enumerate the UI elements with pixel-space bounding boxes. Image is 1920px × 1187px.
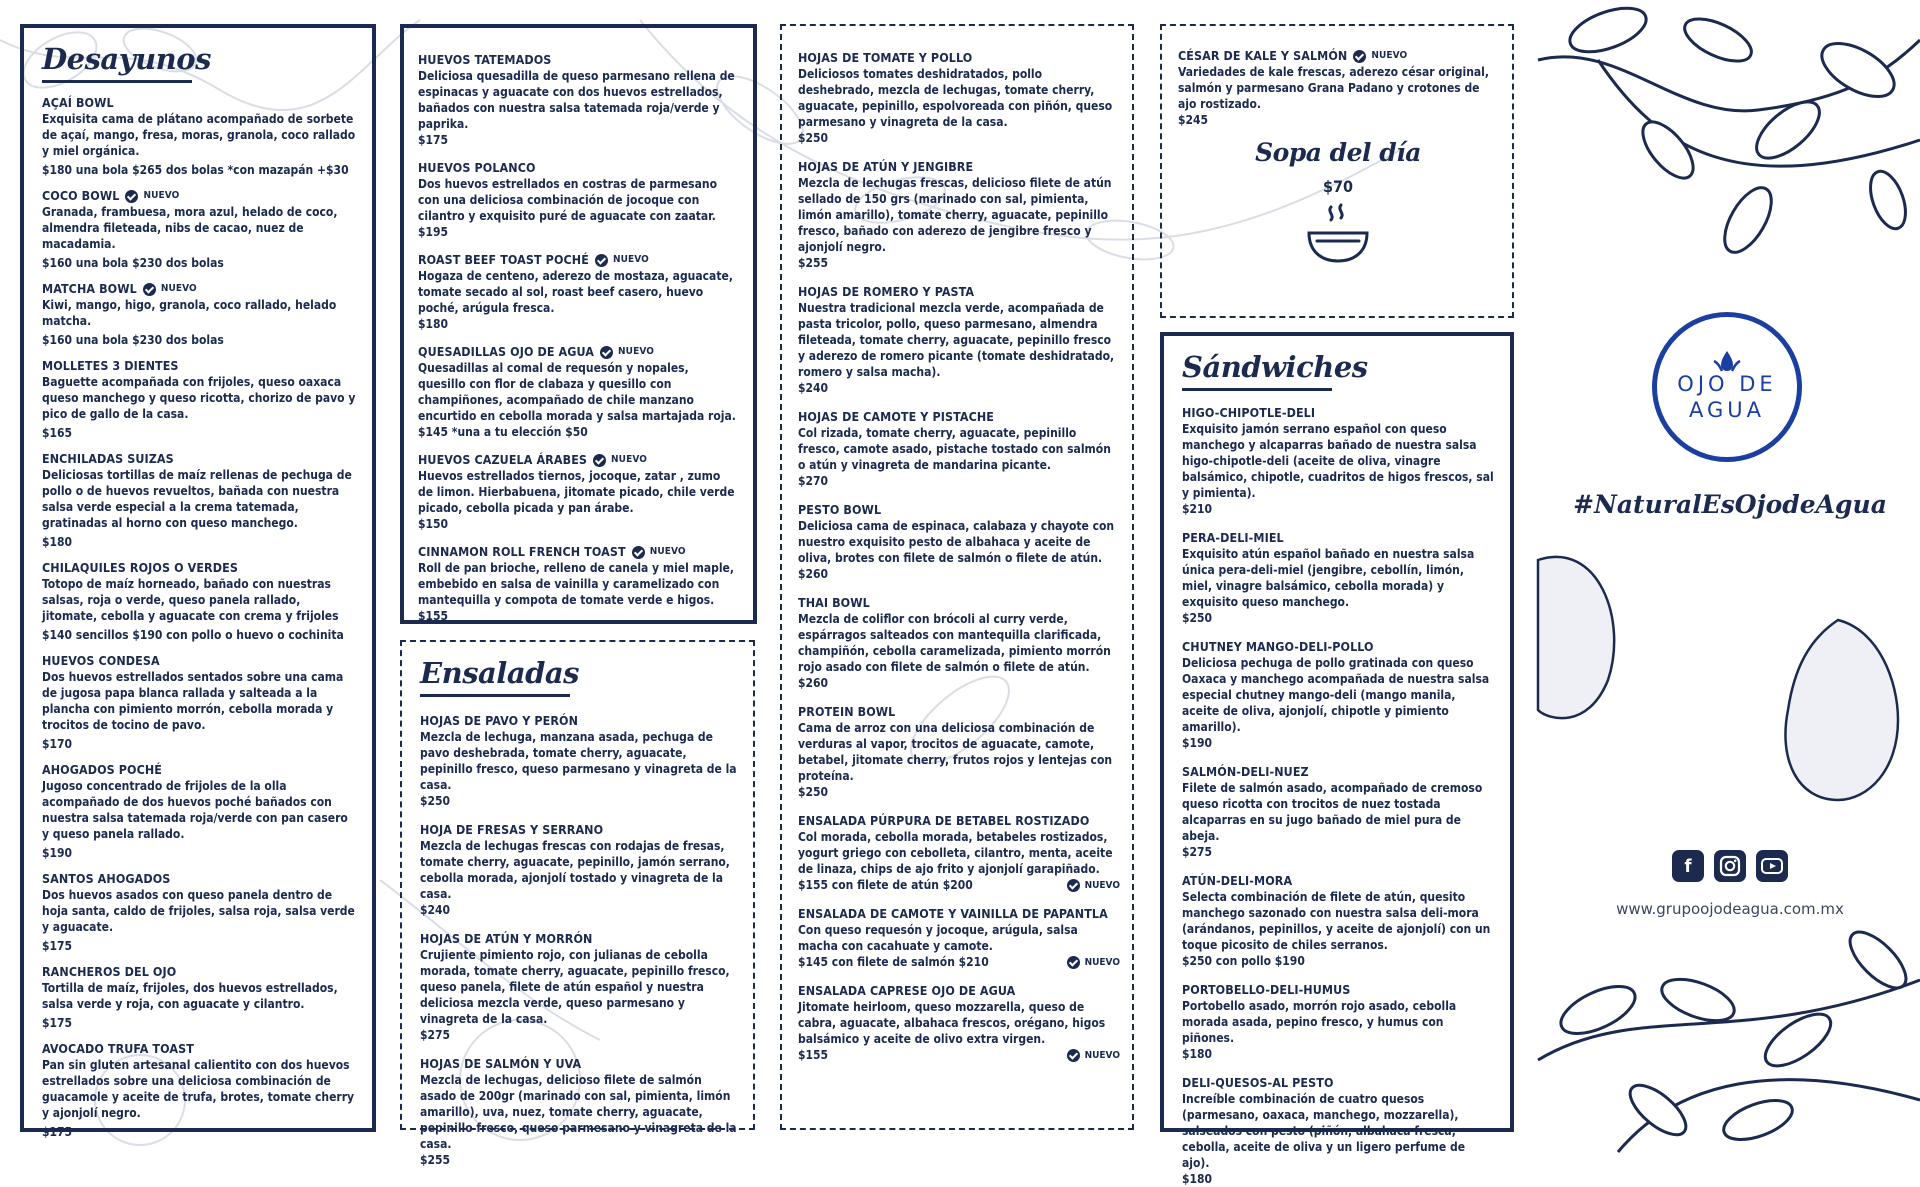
item-price: $250 con pollo $190 — [1182, 954, 1305, 968]
item-description: Granada, frambuesa, mora azul, helado de coco, almendra fileteada, nibs de cacao, nuez de macadamia. — [42, 205, 338, 251]
item-name-row — [42, 95, 358, 111]
item-description: Nuestra tradicional mezcla verde, acompañada de pasta tricolor, pollo, queso parmesano, almendra fileteada, tomate cherry, aguacate, pepinillo fresco y aderezo de romero picante (tomate deshidratado, romero y salsa macha). — [798, 301, 1115, 379]
item-name-row — [798, 409, 1120, 425]
item-name: AVOCADO TRUFA TOAST — [42, 1041, 194, 1056]
sandwiches-list — [1182, 405, 1496, 1187]
item-description: Tortilla de maíz, frijoles, dos huevos estrellados, salsa verde y roja, con aguacate y cilantro. — [42, 981, 338, 1011]
youtube-icon[interactable] — [1756, 850, 1788, 882]
menu-item — [798, 906, 1120, 970]
item-name: PESTO BOWL — [798, 502, 882, 517]
menu-item — [42, 560, 358, 643]
item-price: $250 — [798, 131, 829, 145]
new-badge — [600, 344, 654, 360]
item-name-row — [418, 344, 739, 360]
menu-item — [1182, 530, 1496, 626]
item-description: Jugoso concentrado de frijoles de la olla acompañado de dos huevos poché bañados con nuestra salsa tatemada roja/verde con pan casero y queso panela rallado. — [42, 779, 348, 841]
check-icon — [1067, 1049, 1080, 1062]
item-description: Dos huevos estrellados en costras de parmesano con una deliciosa combinación de jocoque con cilantro y exquisito puré de aguacate con zaatar. — [418, 177, 717, 223]
item-name-row — [42, 653, 358, 669]
new-badge — [595, 252, 649, 268]
item-price: $175 — [42, 939, 73, 953]
check-icon — [1353, 50, 1366, 63]
item-price: $180 — [1182, 1172, 1213, 1186]
title-underline — [1182, 388, 1332, 391]
item-name: HUEVOS TATEMADOS — [418, 52, 552, 67]
item-name: MOLLETES 3 DIENTES — [42, 358, 179, 373]
item-price: $245 — [1178, 113, 1209, 127]
item-name: CÉSAR DE KALE Y SALMÓN — [1178, 48, 1348, 63]
item-name-row — [418, 544, 739, 560]
item-description: Variedades de kale frescas, aderezo césar original, salmón y parmesano Grana Padano y crotones de ajo rostizado. — [1178, 65, 1489, 111]
new-badge — [1067, 879, 1120, 892]
item-name: AHOGADOS POCHÉ — [42, 762, 163, 777]
ojo-de-agua-logo — [1652, 312, 1802, 462]
water-drop-icon — [1710, 351, 1744, 373]
item-name: CHUTNEY MANGO-DELI-POLLO — [1182, 639, 1374, 654]
item-price: $140 sencillos $190 con pollo o huevo o cochinita — [42, 628, 344, 642]
item-name-row — [42, 188, 358, 204]
item-price: $240 — [798, 381, 829, 395]
item-name: HOJAS DE PAVO Y PERÓN — [420, 713, 579, 728]
item-price: $150 — [418, 517, 449, 531]
badge-label: NUEVO — [1084, 956, 1120, 968]
item-description: Dos huevos estrellados sentados sobre una cama de jugosa papa blanca rallada y salteada a la plancha con pimiento morrón, cebolla morada y trocitos de tocino de pavo. — [42, 670, 344, 732]
item-description: Deliciosos tomates deshidratados, pollo deshebrado, mezcla de lechugas, tomate cherry, aguacate, pepinillo, espolvoreada con piñón, queso parmesano y vinagreta de la casa. — [798, 67, 1113, 129]
item-name: PERA-DELI-MIEL — [1182, 530, 1284, 545]
item-name-row — [1182, 873, 1496, 889]
menu-item — [798, 502, 1120, 582]
title-underline — [420, 694, 570, 697]
item-price: $250 — [420, 794, 451, 808]
badge-label: NUEVO — [1084, 1049, 1120, 1061]
menu-item — [418, 544, 739, 624]
menu-item — [798, 284, 1120, 396]
price-row — [798, 877, 1120, 893]
item-description: Deliciosas tortillas de maíz rellenas de pechuga de pollo o de huevos revueltos, bañada con nuestra salsa verde especial a la crema tatemada, gratinadas al horno con queso manchego. — [42, 468, 352, 530]
facebook-icon[interactable]: f — [1672, 850, 1704, 882]
item-description: Increíble combinación de cuatro quesos (parmesano, oaxaca, manchego, mozzarella), salseados con pesto (piñón, albahaca fresca, cebolla, aceite de oliva y un ligero perfume de ajo). — [1182, 1092, 1466, 1170]
badge-label: NUEVO — [143, 190, 180, 201]
item-description: Exquisito atún español bañado en nuestra salsa única pera-deli-miel (jengibre, cebollín, limón, miel, vinagre balsámico, cebolla morada) y exquisito queso manchego. — [1182, 547, 1475, 609]
menu-item — [798, 813, 1120, 893]
item-price: $275 — [420, 1028, 451, 1042]
item-price: $240 — [420, 903, 451, 917]
item-description: Mezcla de coliflor con brócoli al curry verde, espárragos salteados con mantequilla clarificada, champiñón, cebolla caramelizada, pimiento morrón rojo asado con filete de salmón o filete de atún. — [798, 612, 1111, 674]
item-description: Exquisita cama de plátano acompañado de sorbete de açaí, mango, fresa, moras, granola, coco rallado y miel orgánica. — [42, 112, 356, 158]
item-name: ENCHILADAS SUIZAS — [42, 451, 174, 466]
menu-item — [798, 983, 1120, 1063]
item-name-row — [420, 822, 739, 838]
item-price: $155 — [418, 609, 449, 623]
item-name-row — [42, 451, 358, 467]
menu-item — [42, 95, 358, 178]
item-name-row — [798, 50, 1120, 66]
item-name-row — [798, 284, 1120, 300]
item-name: HOJAS DE SALMÓN Y UVA — [420, 1056, 582, 1071]
check-icon — [632, 546, 645, 559]
menu-item — [420, 822, 739, 918]
item-name-row — [418, 452, 739, 468]
item-name: HUEVOS CONDESA — [42, 653, 160, 668]
item-name-row — [1182, 1075, 1496, 1091]
item-name-row — [418, 52, 739, 68]
badge-label: NUEVO — [612, 254, 649, 265]
item-price: $195 — [418, 225, 449, 239]
menu-item — [42, 451, 358, 550]
item-price: $160 una bola $230 dos bolas — [42, 256, 224, 270]
item-description: Pan sin gluten artesanal calientito con dos huevos estrellados sobre una deliciosa combinación de guacamole y aceite de trufa, brotes, tomate cherry y ajonjolí negro. — [42, 1058, 355, 1120]
price-row — [798, 954, 1120, 970]
item-description: Huevos estrellados tiernos, jocoque, zatar , zumo de limon. Hierbabuena, jitomate picado, chile verde picado, cebolla picada y pan árabe. — [418, 469, 735, 515]
item-name-row — [42, 560, 358, 576]
item-price: $180 — [42, 535, 73, 549]
item-name: HOJA DE FRESAS Y SERRANO — [420, 822, 604, 837]
item-price: $260 — [798, 676, 829, 690]
item-description: Con queso requesón y jocoque, arúgula, salsa macha con cacahuate y camote. — [798, 923, 1078, 953]
item-name-row — [798, 159, 1120, 175]
item-price: $170 — [42, 737, 73, 751]
item-price: $145 con filete de salmón $210 — [798, 955, 989, 969]
sopa-price: $70 — [1322, 177, 1354, 196]
menu-item — [418, 344, 739, 440]
item-price: $190 — [42, 846, 73, 860]
item-name-row — [420, 713, 739, 729]
section-title-ensaladas: Ensaladas — [420, 656, 580, 690]
item-name-row — [418, 160, 739, 176]
item-description: Exquisito jamón serrano español con queso manchego y alcaparras bañado de nuestra salsa higo-chipotle-deli (aceite de oliva, vinagre balsámico, chipotle, cuadritos de higos frescos, sal y pimienta). — [1182, 422, 1494, 500]
item-description: Totopo de maíz horneado, bañado con nuestras salsas, roja o verde, queso panela rallado, jitomate, cebolla y aguacate con crema y frijoles — [42, 577, 339, 623]
menu-item — [418, 452, 739, 532]
hojas-list — [798, 50, 1120, 1063]
item-description: Col morada, cebolla morada, betabeles rostizados, yogurt griego con cebolleta, cilantro, menta, aceite de linaza, chips de ajo frito y ajonjolí garapiñado. — [798, 830, 1113, 876]
menu-item — [42, 762, 358, 861]
item-name-row — [42, 762, 358, 778]
item-description: Portobello asado, morrón rojo asado, cebolla morada asada, pepino fresco, y humus con piñones. — [1182, 999, 1457, 1045]
item-price: $180 — [1182, 1047, 1213, 1061]
item-price: $155 — [798, 1048, 829, 1062]
cesar-sopa-panel — [1160, 24, 1514, 318]
social-links — [1672, 850, 1788, 882]
item-name-row — [798, 906, 1120, 922]
item-price: $250 — [798, 785, 829, 799]
item-price: $190 — [1182, 736, 1213, 750]
menu-item — [1182, 639, 1496, 751]
item-name: ENSALADA DE CAMOTE Y VAINILLA DE PAPANTLA — [798, 906, 1108, 921]
item-name: QUESADILLAS OJO DE AGUA — [418, 344, 595, 359]
item-name-row — [420, 1056, 739, 1072]
desayunos-title-wrap — [42, 42, 358, 83]
item-name-row — [798, 983, 1120, 999]
price-row — [798, 1047, 1120, 1063]
hojas-panel — [780, 24, 1134, 1130]
item-name-row — [42, 281, 358, 297]
item-price: $260 — [798, 567, 829, 581]
new-badge — [593, 452, 647, 468]
item-price: $275 — [1182, 845, 1213, 859]
botanical-illustration — [1538, 0, 1920, 1152]
item-name-row — [798, 502, 1120, 518]
item-description: Deliciosa quesadilla de queso parmesano rellena de espinacas y aguacate con dos huevos estrellados, bañados con nuestra salsa tatemada roja/verde y paprika. — [418, 69, 735, 131]
item-name-row — [1182, 405, 1496, 421]
section-title-sandwiches: Sándwiches — [1182, 350, 1368, 384]
item-name-row — [1182, 764, 1496, 780]
menu-item-cesar — [1178, 48, 1498, 128]
sandwiches-panel — [1160, 332, 1514, 1186]
item-description: Hogaza de centeno, aderezo de mostaza, aguacate, tomate secado al sol, roast beef casero, huevo poché, arúgula fresca. — [418, 269, 733, 315]
item-price: $180 — [418, 317, 449, 331]
ensaladas-title-wrap — [420, 656, 739, 697]
item-name: THAI BOWL — [798, 595, 870, 610]
new-badge — [125, 188, 179, 204]
item-name: HOJAS DE ROMERO Y PASTA — [798, 284, 975, 299]
item-name: HOJAS DE CAMOTE Y PISTACHE — [798, 409, 994, 424]
ensaladas-panel — [400, 640, 755, 1167]
item-description: Quesadillas al comal de requesón y nopales, quesillo con flor de clabaza y quesillo con champiñones, acompañado de chile manzano encurtido en cebolla morada y salsa martajada roja. — [418, 361, 736, 423]
item-name: AÇAÍ BOWL — [42, 95, 114, 110]
item-name: PROTEIN BOWL — [798, 704, 896, 719]
logo-word: DE — [1739, 372, 1777, 396]
ensaladas-list — [420, 713, 739, 1168]
badge-label: NUEVO — [618, 346, 654, 357]
check-icon — [1067, 956, 1080, 969]
item-name-row — [42, 871, 358, 887]
menu-item — [418, 252, 739, 332]
title-underline — [42, 80, 192, 83]
menu-item — [42, 188, 358, 271]
new-badge — [1067, 956, 1120, 969]
item-name: CINNAMON ROLL FRENCH TOAST — [418, 544, 626, 559]
logo-text — [1677, 371, 1776, 423]
menu-item — [42, 653, 358, 752]
item-description: Mezcla de lechuga, manzana asada, pechuga de pavo deshebrada, tomate cherry, aguacate, pepinillo fresco, queso parmesano y vinagreta de la casa. — [420, 730, 737, 792]
item-price: $175 — [42, 1125, 73, 1139]
item-description: Kiwi, mango, higo, granola, coco rallado, helado matcha. — [42, 298, 337, 328]
check-icon — [125, 190, 138, 203]
sandwiches-title-wrap — [1182, 350, 1496, 391]
huevos-panel — [400, 24, 757, 624]
item-description: Mezcla de lechugas frescas, delicioso filete de atún sellado de 150 grs (marinado con sal, pimienta, limón amarillo), tomate cherry, aguacate, pepinillo fresco, bañado con aderezo de jengibre fresco y ajonjolí negro. — [798, 176, 1112, 254]
item-name: HOJAS DE ATÚN Y JENGIBRE — [798, 159, 974, 174]
desayunos-list — [42, 95, 358, 1140]
item-price: $250 — [1182, 611, 1213, 625]
item-description: Cama de arroz con una deliciosa combinación de verduras al vapor, trocitos de aguacate, camote, betabel, jitomate cherry, frutos rojos y lentejas con proteína. — [798, 721, 1113, 783]
item-name-row — [418, 252, 739, 268]
badge-label: NUEVO — [1084, 879, 1120, 891]
menu-item — [42, 964, 358, 1031]
item-name-row — [1178, 48, 1498, 64]
desayunos-panel — [20, 24, 376, 1139]
badge-label: NUEVO — [611, 454, 647, 465]
item-name: HOJAS DE TOMATE Y POLLO — [798, 50, 973, 65]
item-description: Mezcla de lechugas frescas con rodajas de fresas, tomate cherry, aguacate, pepinillo, jamón serrano, cebolla morada, ajonjolí tostado y vinagreta de la casa. — [420, 839, 730, 901]
new-badge — [632, 544, 686, 560]
check-icon — [593, 454, 606, 467]
sopa-block — [1178, 138, 1498, 275]
item-name: ENSALADA CAPRESE OJO DE AGUA — [798, 983, 1016, 998]
item-description: Baguette acompañada con frijoles, queso oaxaca queso manchego y queso ricotta, chorizo de pavo y pico de gallo de la casa. — [42, 375, 356, 421]
menu-item — [798, 159, 1120, 271]
item-name-row — [42, 964, 358, 980]
instagram-icon[interactable] — [1714, 850, 1746, 882]
item-price: $155 con filete de atún $200 — [798, 878, 973, 892]
menu-item — [1182, 982, 1496, 1062]
item-price: $160 una bola $230 dos bolas — [42, 333, 224, 347]
item-name: ENSALADA PÚRPURA DE BETABEL ROSTIZADO — [798, 813, 1090, 828]
check-icon — [595, 254, 608, 267]
logo-word: OJO — [1677, 372, 1729, 396]
item-name: CHILAQUILES ROJOS O VERDES — [42, 560, 238, 575]
menu-item — [1182, 764, 1496, 860]
item-description: Filete de salmón asado, acompañado de cremoso queso ricotta con trocitos de nuez tostada alcaparras en su jugo bañado de miel pura de abeja. — [1182, 781, 1483, 843]
item-description: Mezcla de lechugas, delicioso filete de salmón asado de 200gr (marinado con sal, pimienta, limón amarillo), uva, nuez, tomate cherry, aguacate, pepinillo fresco, queso parmesano y vinagreta de la casa. — [420, 1073, 737, 1151]
menu-item — [1182, 873, 1496, 969]
leaves-icon — [1538, 0, 1920, 1152]
menu-item — [420, 931, 739, 1043]
item-description: Crujiente pimiento rojo, con julianas de cebolla morada, tomate cherry, aguacate, pepinillo fresco, queso panela, filete de atún español y nuestra deliciosa mezcla verde, queso parmesano y vinagreta de la casa. — [420, 948, 730, 1026]
item-description: Deliciosa cama de espinaca, calabaza y chayote con nuestro exquisito pesto de albahaca y aceite de oliva, brotes con filete de salmón o filete de atún. — [798, 519, 1115, 565]
item-name: HUEVOS POLANCO — [418, 160, 536, 175]
item-name-row — [1182, 530, 1496, 546]
badge-label: NUEVO — [160, 283, 197, 294]
menu-item — [798, 595, 1120, 691]
item-description: Selecta combinación de filete de atún, quesito manchego sazonado con nuestra salsa deli-mora (arándanos, pepinillos, y aceite de ajonjolí) con un toque picosito de chiles serranos. — [1182, 890, 1491, 952]
item-name: ROAST BEEF TOAST POCHÉ — [418, 252, 589, 267]
item-name: COCO BOWL — [42, 188, 120, 203]
item-name: HOJAS DE ATÚN Y MORRÓN — [420, 931, 593, 946]
item-name-row — [798, 595, 1120, 611]
item-price: $255 — [420, 1153, 451, 1167]
menu-item — [1182, 405, 1496, 517]
menu-item — [42, 281, 358, 348]
menu-item — [420, 1056, 739, 1168]
menu-item — [42, 1041, 358, 1140]
item-name: SANTOS AHOGADOS — [42, 871, 171, 886]
new-badge — [1067, 1049, 1120, 1062]
item-price: $270 — [798, 474, 829, 488]
item-price: $255 — [798, 256, 829, 270]
section-title-sopa: Sopa del día — [1255, 138, 1421, 167]
huevos-list — [418, 52, 739, 624]
website-link[interactable]: www.grupoojodeagua.com.mx — [1580, 900, 1880, 918]
logo-word: AGUA — [1688, 398, 1765, 422]
menu-item — [420, 713, 739, 809]
item-name-row — [798, 813, 1120, 829]
item-name: HIGO-CHIPOTLE-DELI — [1182, 405, 1316, 420]
item-name: HUEVOS CAZUELA ÁRABES — [418, 452, 588, 467]
item-name: SALMÓN-DELI-NUEZ — [1182, 764, 1309, 779]
item-price: $145 *una a tu elección $50 — [418, 425, 588, 439]
check-icon — [600, 346, 613, 359]
item-name-row — [1182, 639, 1496, 655]
new-badge — [143, 281, 197, 297]
menu-item — [1182, 1075, 1496, 1187]
item-name: MATCHA BOWL — [42, 281, 137, 296]
item-description: Deliciosa pechuga de pollo gratinada con queso Oaxaca y manchego acompañada de nuestra salsa especial chutney mango-deli (mango manila, aceite de oliva, ajonjolí, chipotle y pimiento amarillo). — [1182, 656, 1490, 734]
menu-item — [42, 358, 358, 441]
item-description: Jitomate heirloom, queso mozzarella, queso de cabra, aguacate, albahaca frescos, orégano, higos balsámico y aceite de olivo extra virgen. — [798, 1000, 1106, 1046]
item-price: $210 — [1182, 502, 1213, 516]
badge-label: NUEVO — [1371, 50, 1408, 61]
item-name-row — [42, 1041, 358, 1057]
item-name-row — [1182, 982, 1496, 998]
item-description: Roll de pan brioche, relleno de canela y miel maple, embebido en salsa de vainilla y caramelizado con mantequilla y compota de tomate verde e higos. — [418, 561, 734, 607]
item-price: $180 una bola $265 dos bolas *con mazapán +$30 — [42, 163, 349, 177]
menu-item — [798, 50, 1120, 146]
item-name: PORTOBELLO-DELI-HUMUS — [1182, 982, 1351, 997]
section-title-desayunos: Desayunos — [42, 42, 211, 76]
menu-item — [418, 52, 739, 148]
item-name-row — [798, 704, 1120, 720]
item-name: RANCHEROS DEL OJO — [42, 964, 177, 979]
item-price: $165 — [42, 426, 73, 440]
item-price: $175 — [418, 133, 449, 147]
item-name-row — [42, 358, 358, 374]
check-icon — [1067, 879, 1080, 892]
menu-item — [42, 871, 358, 954]
item-price: $175 — [42, 1016, 73, 1030]
hashtag: #NaturalEsOjodeAgua — [1560, 490, 1900, 519]
menu-item — [798, 409, 1120, 489]
item-description: Dos huevos asados con queso panela dentro de hoja santa, caldo de frijoles, salsa roja, salsa verde y aguacate. — [42, 888, 355, 934]
soup-bowl-icon — [1303, 201, 1373, 271]
new-badge — [1353, 48, 1407, 64]
item-name: ATÚN-DELI-MORA — [1182, 873, 1293, 888]
menu-item — [418, 160, 739, 240]
item-name-row — [420, 931, 739, 947]
item-name: DELI-QUESOS-AL PESTO — [1182, 1075, 1334, 1090]
item-description: Col rizada, tomate cherry, aguacate, pepinillo fresco, camote asado, pistache tostado con salmón o atún y vinagreta de mandarina picante. — [798, 426, 1111, 472]
menu-item — [798, 704, 1120, 800]
check-icon — [143, 283, 156, 296]
badge-label: NUEVO — [649, 546, 686, 557]
